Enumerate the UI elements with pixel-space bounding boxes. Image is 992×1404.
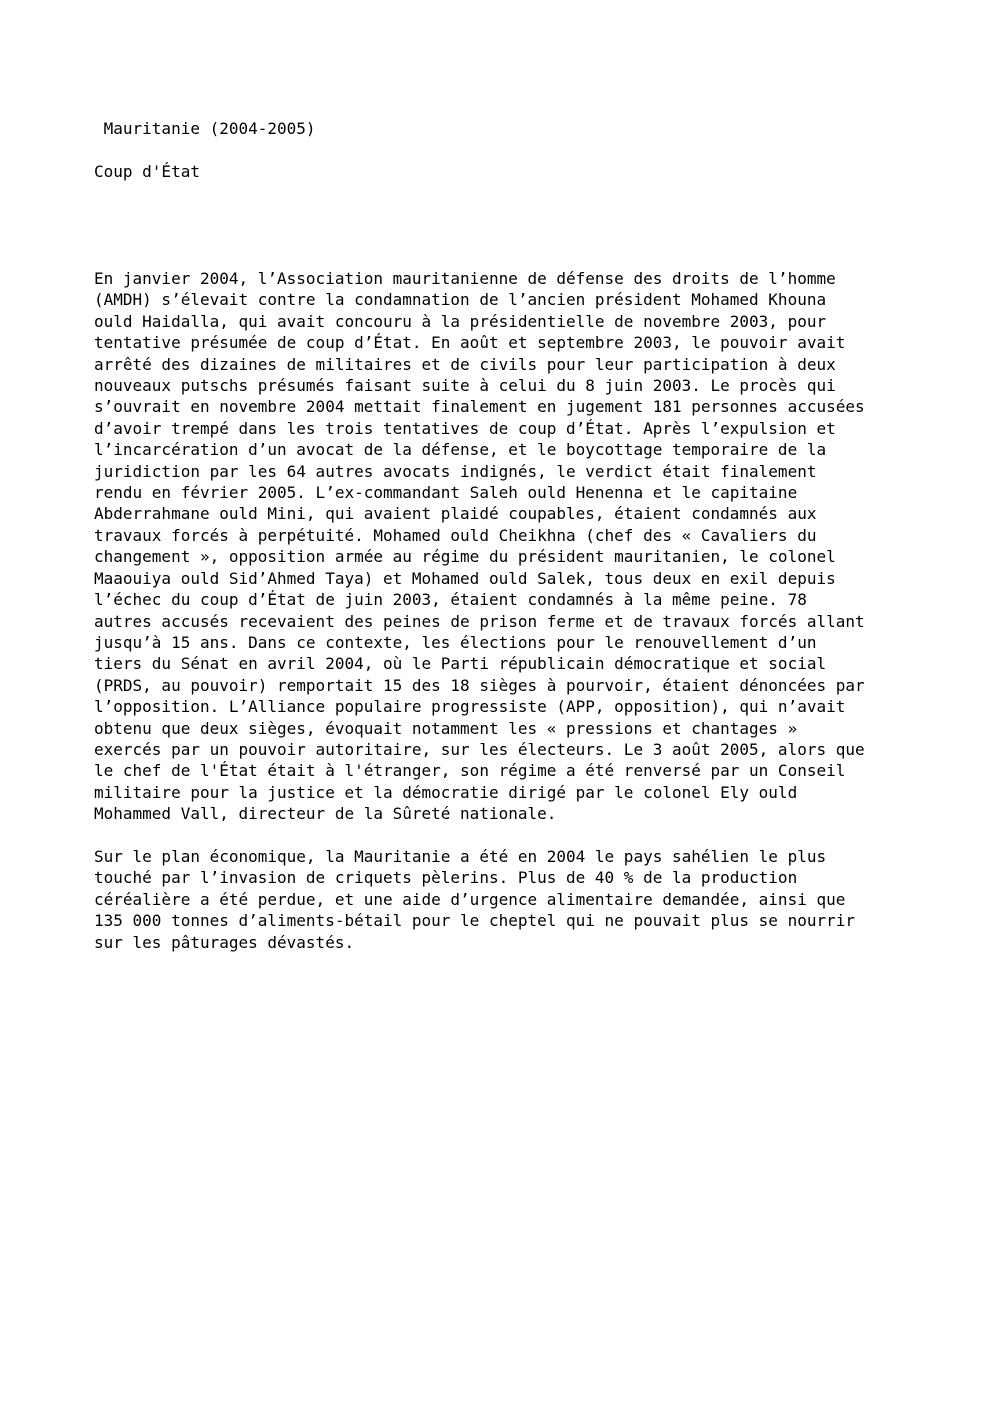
paragraph-politics: En janvier 2004, l’Association mauritanienne de défense des droits de l’homme (AMDH) s’élevait contre la condamnation de l’ancien président Mohamed Khouna ould Haidalla, qui avait concouru à la présidentielle de novembre 2003, pour tentative présumée de coup d’État. En août et septembre 2003, le pouvoir avait arrêté des dizaines de militaires et de civils pour leur participation à deux nouveaux putschs présumés faisant suite à celui du 8 juin 2003. Le procès qui s’ouvrait en novembre 2004 mettait finalement en jugement 181 personnes accusées d’avoir trempé dans les trois tentatives de coup d’État. Après l’expulsion et l’incarcération d’un avocat de la défense, et le boycottage temporaire de la juridiction par les 64 autres avocats indignés, le verdict était finalement rendu en février 2005. L’ex-commandant Saleh ould Henenna et le capitaine Abderrahmane ould Mini, qui avaient plaidé coupables, étaient condamnés aux travaux forcés à perpétuité. Mohamed ould Cheikhna (chef des « Cavaliers du changement », opposition armée au régime du président mauritanien, le colonel Maaouiya ould Sid’Ahmed Taya) et Mohamed ould Salek, tous deux en exil depuis l’échec du coup d’État de juin 2003, étaient condamnés à la même peine. 78 autres accusés recevaient des peines de prison ferme et de travaux forcés allant jusqu’à 15 ans. Dans ce contexte, les élections pour le renouvellement d’un tiers du Sénat en avril 2004, où le Parti républicain démocratique et social (PRDS, au pouvoir) remportait 15 des 18 sièges à pourvoir, étaient dénoncées par l’opposition. L’Alliance populaire progressiste (APP, opposition), qui n’avait obtenu que deux sièges, évoquait notamment les « pressions et chantages » exercés par un pouvoir autoritaire, sur les électeurs. Le 3 août 2005, alors que le chef de l'État était à l'étranger, son régime a été renversé par un Conseil militaire pour la justice et la démocratie dirigé par le colonel Ely ould Mohammed Vall, directeur de la Sûreté nationale.	[94, 269, 865, 824]
document-body	[94, 268, 914, 953]
document-title: Mauritanie (2004-2005)	[94, 119, 316, 138]
paragraph-economy: Sur le plan économique, la Mauritanie a été en 2004 le pays sahélien le plus touché par l’invasion de criquets pèlerins. Plus de 40 % de la production céréalière a été perdue, et une aide d’urgence alimentaire demandée, ainsi que 135 000 tonnes d’aliments-bétail pour le cheptel qui ne pouvait plus se nourrir sur les pâturages dévastés.	[94, 846, 855, 952]
document-subtitle: Coup d'État	[94, 162, 200, 181]
